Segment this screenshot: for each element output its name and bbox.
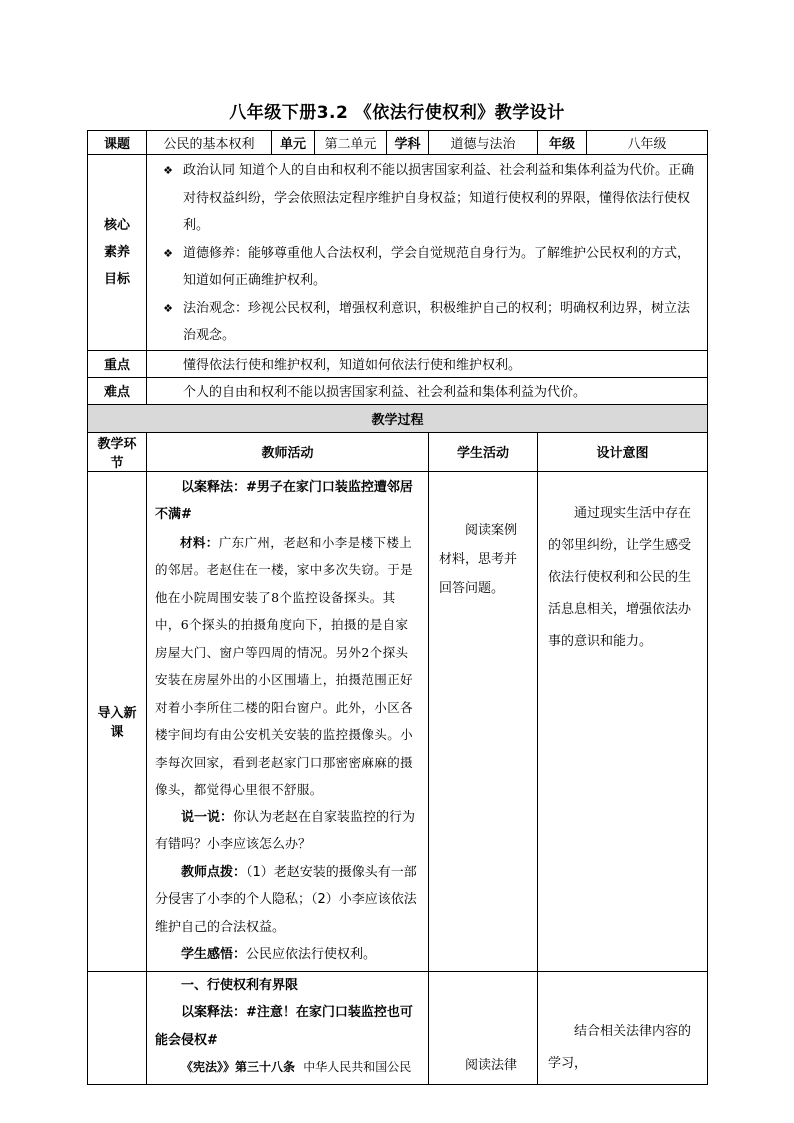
- diamond-bullet-icon: ❖: [163, 246, 173, 260]
- difficulty-text: 个人的自由和权利不能以损害国家利益、社会利益和集体利益为代价。: [147, 377, 708, 404]
- tip-text: （1）老赵安装的摄像头有一部分侵害了小李的个人隐私；（2）小李应该依法维护自己的合法权益。: [155, 864, 417, 935]
- col-stage: 教学环节: [88, 432, 147, 471]
- grade-label: 年级: [538, 131, 587, 155]
- say-label: 说一说：: [181, 809, 234, 825]
- case-title: 以案释法：#男子在家门口装监控遭邻居不满#: [155, 479, 413, 522]
- design-intent-section2: 结合相关法律内容的学习，: [538, 971, 708, 1084]
- goal-item: ❖ 法治观念：珍视公民权利，增强权利意识，积极维护自己的权利；明确权利边界，树立法治观念。: [153, 295, 701, 350]
- lesson-plan-table: [87, 130, 708, 1085]
- stage-intro: 导入新课: [88, 471, 147, 971]
- tip-label: 教师点拨：: [181, 864, 247, 880]
- diamond-bullet-icon: ❖: [163, 301, 173, 315]
- law-paragraph: [155, 1054, 420, 1082]
- tip-paragraph: [155, 859, 420, 942]
- topic-value: 公民的基本权利: [147, 131, 272, 155]
- unit-value: 第二单元: [315, 131, 387, 155]
- feel-text: 公民应依法行使权利。: [246, 947, 377, 962]
- law-text: 中华人民共和国公民: [303, 1060, 412, 1074]
- subject-value: 道德与法治: [429, 131, 538, 155]
- law-label: 《宪法》》第三十八条: [181, 1060, 296, 1074]
- material-paragraph: [155, 529, 420, 804]
- student-activity-intro: 阅读案例材料，思考并回答问题。: [429, 471, 538, 971]
- topic-label: 课题: [88, 131, 147, 155]
- say-text: 你认为老赵在自家装监控的行为有错吗？小李应该怎么办？: [155, 809, 416, 852]
- unit-label: 单元: [272, 131, 315, 155]
- subject-label: 学科: [387, 131, 429, 155]
- material-label: 材料：: [180, 534, 219, 550]
- col-student: 学生活动: [429, 432, 538, 471]
- teacher-activity-section2: [147, 971, 429, 1084]
- design-intent-intro: 通过现实生活中存在的邻里纠纷，让学生感受依法行使权利和公民的生活息息相关，增强依法办事的意识和能力。: [538, 471, 708, 971]
- goal-item: ❖ 政治认同 知道个人的自由和权利不能以损害国家利益、社会利益和集体利益为代价。正确对待权益纠纷，学会依照法定程序维护自身权益；知道行使权利的界限，懂得依法行使权利。: [153, 157, 701, 240]
- feel-label: 学生感悟：: [181, 947, 247, 962]
- process-header: 教学过程: [88, 404, 708, 432]
- feel-paragraph: [155, 941, 420, 969]
- goal-item: ❖ 道德修养：能够尊重他人合法权利，学会自觉规范自身行为。了解维护公民权利的方式，知道如何正确维护权利。: [153, 240, 701, 295]
- say-paragraph: [155, 804, 420, 859]
- section2-case-title: 以案释法：#注意！在家门口装监控也可能会侵权#: [155, 1005, 413, 1048]
- col-teacher: 教师活动: [147, 432, 429, 471]
- student-activity-section2: 阅读法律: [429, 971, 538, 1084]
- teacher-activity-intro: [147, 471, 429, 971]
- core-goals-list: [147, 155, 708, 351]
- grade-value: 八年级: [587, 131, 708, 155]
- document-title: 八年级下册3.2 《依法行使权利》教学设计: [229, 103, 565, 123]
- col-intent: 设计意图: [538, 432, 708, 471]
- core-goals-label: 核心素养目标: [88, 155, 147, 351]
- section2-heading: 一、行使权利有界限: [181, 977, 299, 993]
- difficulty-label: 难点: [88, 377, 147, 404]
- key-point-text: 懂得依法行使和维护权利，知道如何依法行使和维护权利。: [147, 350, 708, 377]
- diamond-bullet-icon: ❖: [163, 164, 173, 177]
- key-point-label: 重点: [88, 350, 147, 377]
- stage-section2: [88, 971, 147, 1084]
- material-text: 广东广州，老赵和小李是楼下楼上的邻居。老赵住在一楼，家中多次失窃。于是他在小院周围安装了8个监控设备探头。其中，6个探头的拍摄角度向下，拍摄的是自家房屋大门、窗户等四周的情况。另外2个探头安装在房屋外出的小区围墙上，拍摄范围正好对着小李所住二楼的阳台窗户。此外，小区各楼宇间均有由公安机关安装的监控摄像头。小李每次回家，看到老赵家门口那密密麻麻的摄像头，都觉得心里很不舒服。: [155, 534, 414, 797]
